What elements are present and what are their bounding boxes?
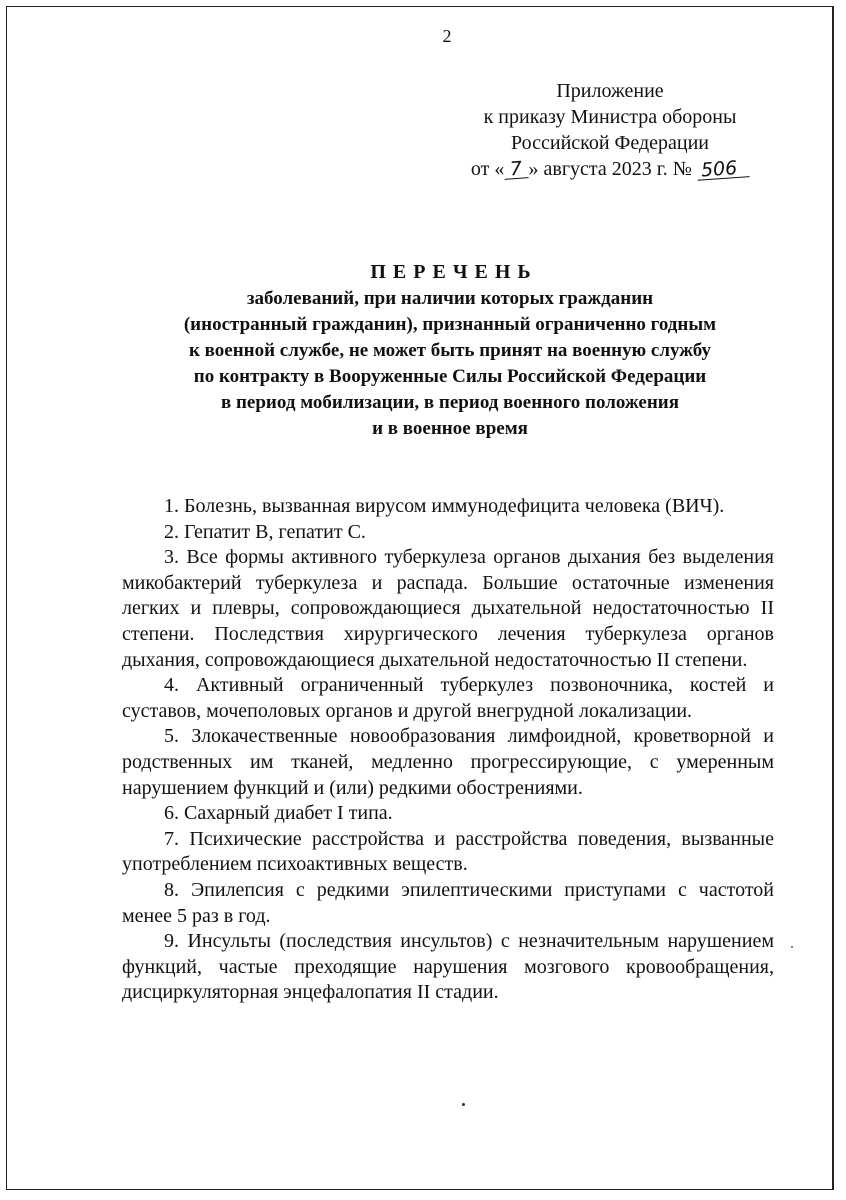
appendix-block [440,78,780,182]
list-item: 1. Болезнь, вызванная вирусом иммунодефицита человека (ВИЧ). [164,495,725,517]
document-title [100,258,800,442]
scan-speck [462,1103,465,1106]
subtitle-line: в период мобилизации, в период военного положения [220,392,680,413]
list-item: 2. Гепатит B, гепатит C. [164,520,366,543]
list-item: 5. Злокачественные новообразования лимфоидной, кроветворной и родственных им тканей, медленно прогрессирующие, с умеренным нарушением функций и (или) редкими обострениями. [122,725,774,799]
list-item: 6. Сахарный диабет I типа. [164,802,393,825]
scan-speck [791,946,793,948]
list-item: 4. Активный ограниченный туберкулез позвоночника, костей и суставов, мочеполовых органов и другой внегрудной локализации. [122,674,774,722]
date-prefix: от « [470,158,505,180]
disease-list [122,494,774,1006]
list-item: 9. Инсульты (последствия инсультов) с незначительным нарушением функций, частые преходящие нарушения мозгового кровообращения, дисциркуляторная энцефалопатия II стадии. [122,930,774,1004]
subtitle-line: и в военное время [372,418,528,439]
subtitle-line: по контракту в Вооруженные Силы Российской Федерации [193,366,707,387]
list-item: 3. Все формы активного туберкулеза органов дыхания без выделения микобактерий туберкулеза и распада. Большие остаточные изменения легких и плевры, сопровождающиеся дыхательной недостаточностью II степени. Последствия хирургического лечения туберкулеза органов дыхания, сопровождающиеся дыхательной недостаточностью II степени. [122,546,774,671]
title-main: ПЕРЕЧЕНЬ [370,261,538,283]
page-number: 2 [442,26,452,46]
appendix-line-1: Приложение [556,80,664,102]
subtitle-line: (иностранный гражданин), признанный ограниченно годным [183,314,717,335]
list-item: 8. Эпилепсия с редкими эпилептическими приступами с частотой менее 5 раз в год. [122,878,774,927]
appendix-date-line [440,156,780,182]
date-middle: » августа 2023 г. № [528,158,692,180]
handwritten-day: 7 [504,159,529,180]
subtitle-line: заболеваний, при наличии которых гражданин [246,288,654,309]
list-item: 7. Психические расстройства и расстройства поведения, вызванные употреблением психоактивных веществ. [122,827,774,876]
handwritten-order-number: 506 [696,158,749,181]
appendix-line-2: к приказу Министра обороны [483,106,737,128]
subtitle-line: к военной службе, не может быть принят на военную службу [188,340,712,361]
appendix-line-3: Российской Федерации [510,132,710,154]
